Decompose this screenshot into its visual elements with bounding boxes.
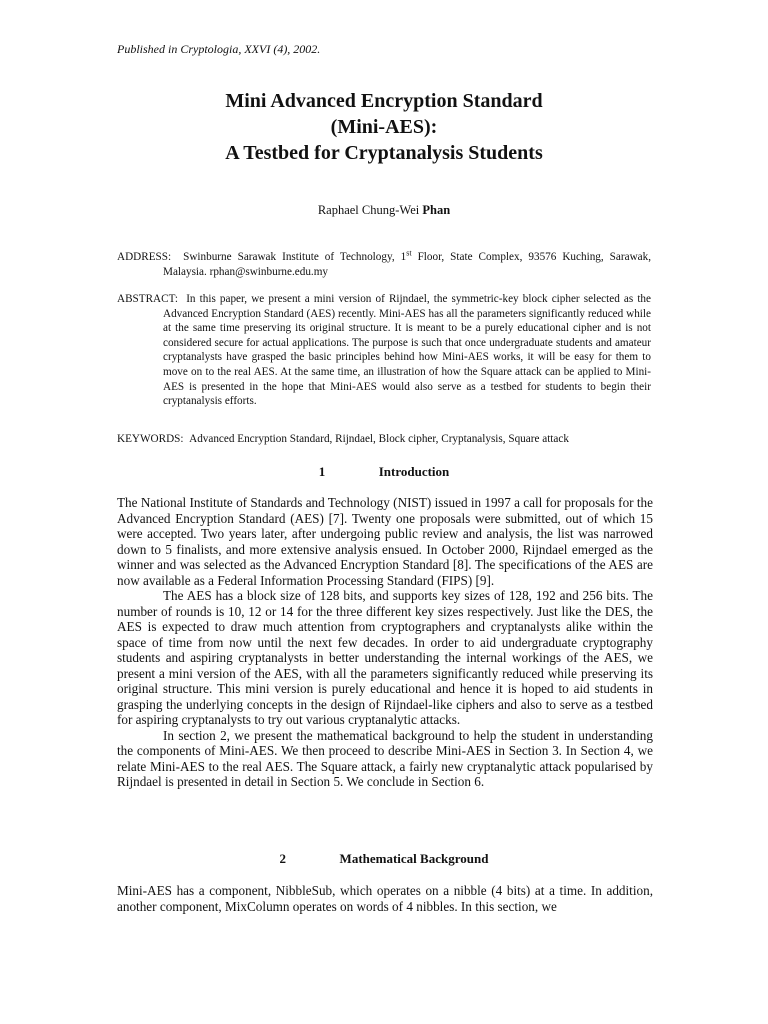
address-text-pre: Swinburne Sarawak Institute of Technology, 1 [183, 251, 407, 263]
section-number: 2 [279, 851, 287, 866]
paragraph: The National Institute of Standards and Technology (NIST) issued in 1997 a call for proposals for the Advanced Encryption Standard (AES) [7]. Twenty one proposals were submitted, out of which 15 were accepted. Two years later, after undergoing public review and analysis, the list was narrowed down to 5 finalists, and more extensive analysis ensued. In October 2000, Rijndael emerged as the winner and was selected as the Advanced Encryption Standard [8]. The specifications of the AES are now available as a Federal Information Processing Standard (FIPS) [9]. [117, 495, 653, 588]
publication-note: Published in Cryptologia, XXVI (4), 2002. [117, 42, 321, 56]
section-heading-introduction [117, 464, 651, 480]
paragraph: Mini-AES has a component, NibbleSub, which operates on a nibble (4 bits) at a time. In addition, another component, MixColumn operates on words of 4 nibbles. In this section, we [117, 883, 653, 914]
keywords-label: KEYWORDS: [117, 433, 184, 445]
title-line-2: (Mini-AES): [330, 116, 438, 138]
title-line-3: A Testbed for Cryptanalysis Students [225, 142, 543, 164]
mathematical-background-body [117, 883, 653, 914]
keywords-text: Advanced Encryption Standard, Rijndael, Block cipher, Cryptanalysis, Square attack [189, 433, 569, 445]
paragraph: In section 2, we present the mathematical background to help the student in understanding the components of Mini-AES. We then proceed to describe Mini-AES in Section 3. In Section 4, we relate Mini-AES to the real AES. The Square attack, a fairly new cryptanalytic attack popularised by Rijndael is presented in detail in Section 5. We conclude in Section 6. [117, 727, 653, 789]
author-family-name: Phan [422, 203, 451, 217]
address-text-post: Floor, State Complex, 93576 Kuching, Sarawak, Malaysia. rphan@swinburne.edu.my [163, 251, 651, 278]
address-block [117, 250, 651, 279]
abstract-label: ABSTRACT: [117, 293, 178, 305]
section-title: Introduction [378, 464, 450, 479]
section-heading-mathematical-background [117, 851, 651, 867]
title-line-1: Mini Advanced Encryption Standard [225, 90, 543, 112]
keywords-block [117, 432, 651, 447]
section-number: 1 [318, 464, 326, 479]
author-name [117, 203, 651, 218]
abstract-text: In this paper, we present a mini version of Rijndael, the symmetric-key block cipher selected as the Advanced Encryption Standard (AES) recently. Mini-AES has all the parameters significantly reduced while at the same time preserving its original structure. It is meant to be a purely educational cipher and is not considered secure for actual applications. The purpose is such that once undergraduate students and amateur cryptanalysts have grasped the basic principles behind how Mini-AES works, it will be easy for them to move on to the real AES. At the same time, an illustration of how the Square attack can be applied to Mini-AES is presented in the hope that Mini-AES would also serve as a testbed for students to begin their cryptanalysis efforts. [163, 293, 651, 408]
section-title: Mathematical Background [339, 851, 489, 866]
address-sup: st [406, 248, 412, 258]
paper-title [117, 88, 651, 166]
abstract-block [117, 292, 651, 409]
introduction-body [117, 495, 653, 790]
paragraph: The AES has a block size of 128 bits, and supports key sizes of 128, 192 and 256 bits. The number of rounds is 10, 12 or 14 for the three different key sizes respectively. Just like the DES, the AES is expected to draw much attention from cryptographers and cryptanalysts alike within the space of time from now until the next few decades. In order to aid undergraduate cryptography students and aspiring cryptanalysts in better understanding the internal workings of the AES, we present a mini version of the AES, with all the parameters significantly reduced while preserving its original structure. This mini version is purely educational and hence it is hoped to aid students in grasping the underlying concepts in the design of Rijndael-like ciphers and also to serve as a testbed for aspiring cryptanalysts to try out various cryptanalytic attacks. [117, 588, 653, 727]
address-label: ADDRESS: [117, 251, 172, 263]
author-given-name: Raphael Chung-Wei [317, 203, 423, 217]
